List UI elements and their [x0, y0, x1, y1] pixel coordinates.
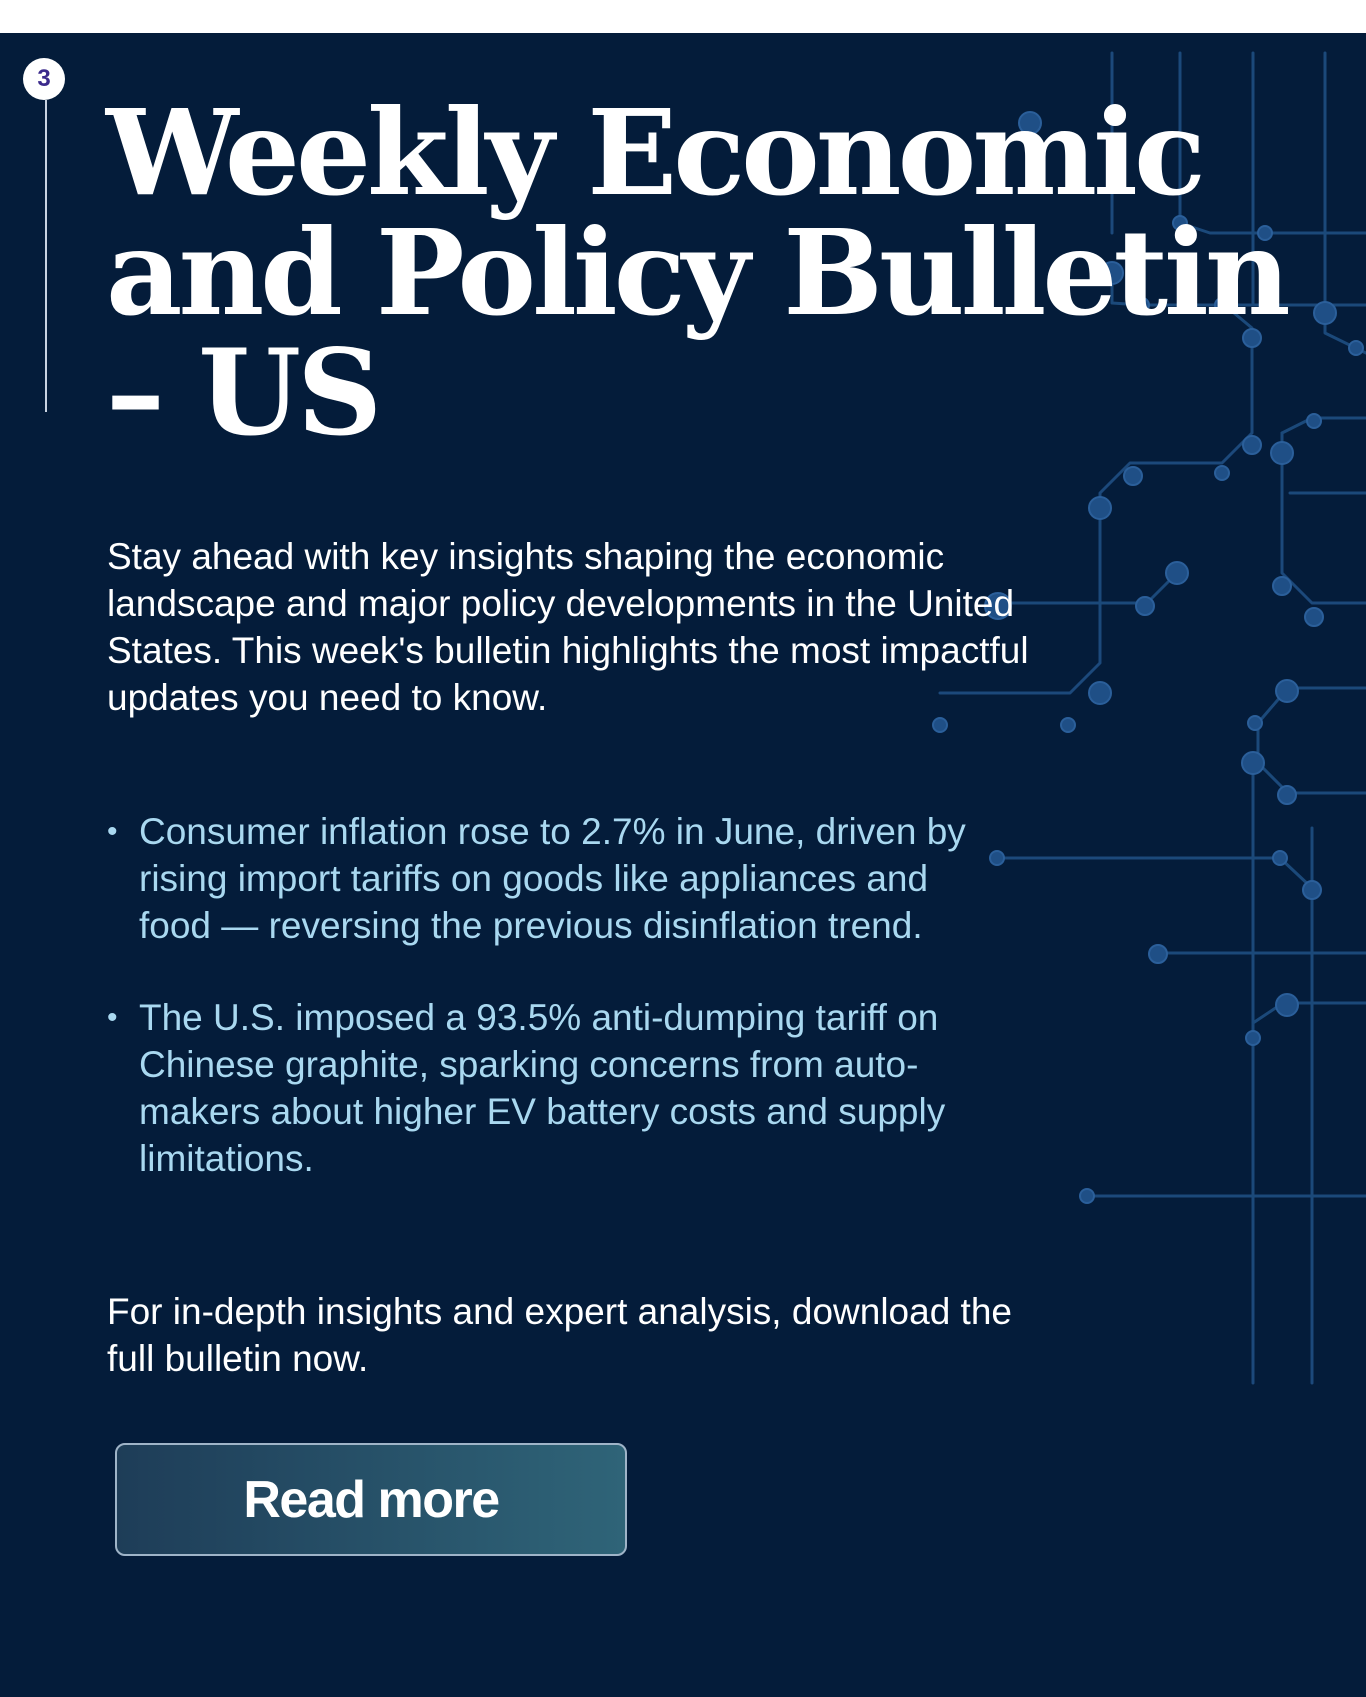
highlight-text: Consumer inflation rose to 2.7% in June, driven by rising import tariffs on goods like appliances and food — reversing the previous disinflation trend.	[139, 811, 966, 946]
step-number-badge: 3	[23, 58, 65, 100]
bulletin-card	[0, 33, 1366, 1697]
bulletin-title: Weekly Economic and Policy Bulletin – US	[106, 83, 1287, 462]
bullet-marker: •	[107, 1001, 118, 1034]
highlight-text: The U.S. imposed a 93.5% anti-dumping tariff on Chinese graphite, sparking concerns from auto-makers about higher EV battery costs and supply limitations.	[139, 997, 946, 1179]
download-prompt: For in-depth insights and expert analysis, download the full bulletin now.	[107, 1291, 1012, 1379]
highlight-graphite-tariff	[107, 994, 1007, 1182]
step-connector-line	[45, 100, 47, 412]
intro-paragraph: Stay ahead with key insights shaping the economic landscape and major policy developments in the United States. This week's bulletin highlights the most impactful updates you need to know.	[107, 536, 1029, 718]
highlight-inflation	[107, 808, 1007, 949]
read-more-button[interactable]: Read more	[115, 1443, 627, 1556]
bullet-marker: •	[107, 815, 118, 848]
highlights-list	[107, 808, 1007, 1227]
